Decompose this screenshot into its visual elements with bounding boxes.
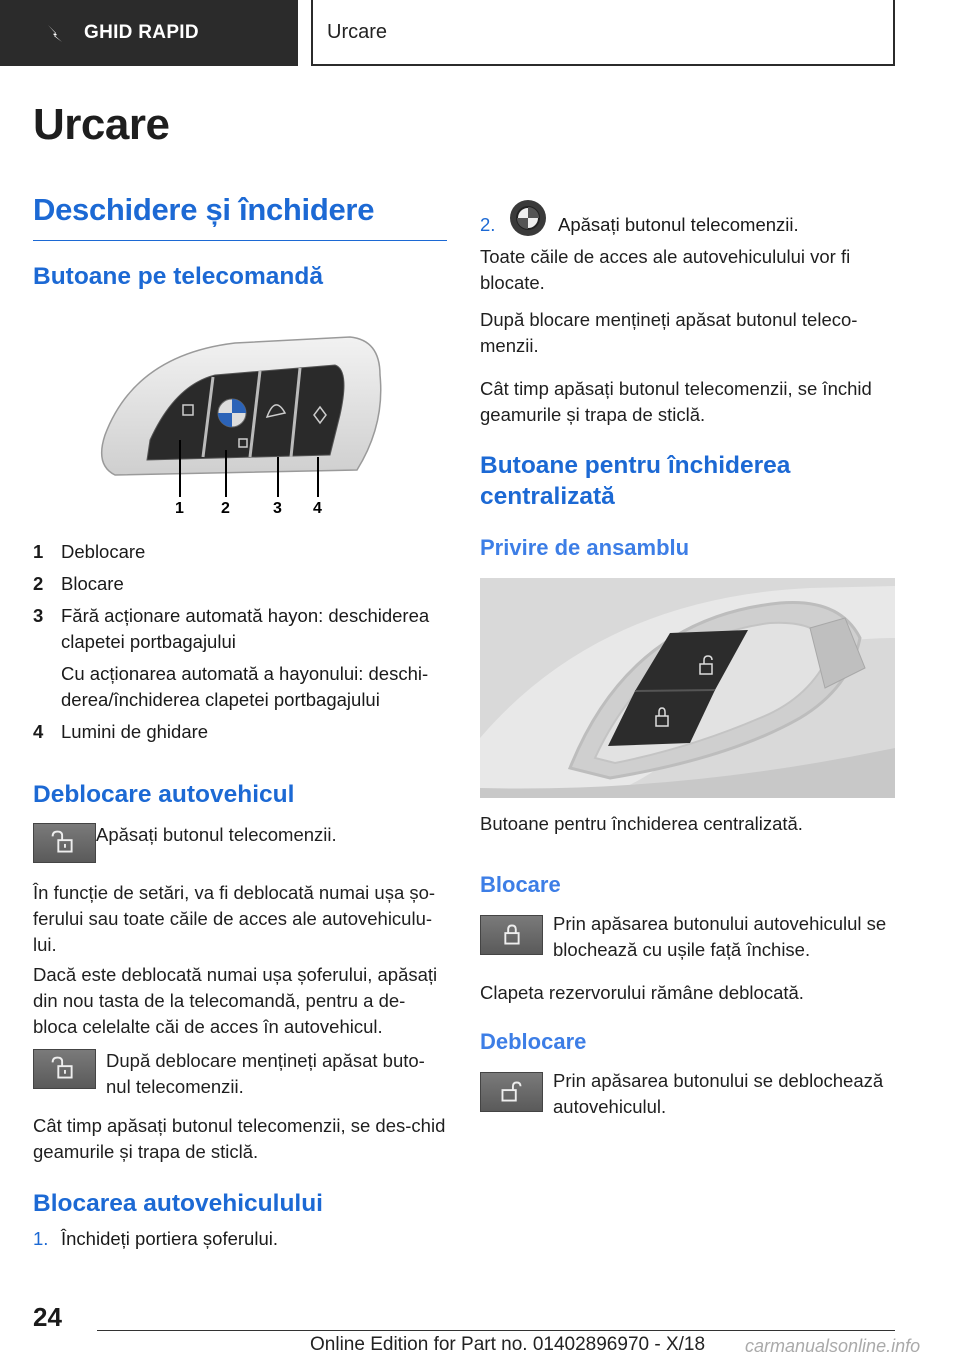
lock-paragraph: Cât timp apăsați butonul telecomenzii, se închid geamurile și trapa de sticlă. — [480, 378, 872, 425]
section-title: Deschidere și închidere — [33, 192, 447, 241]
quick-guide-tab[interactable] — [0, 0, 298, 66]
lock-button-icon — [480, 915, 543, 955]
fuel-flap-note: Clapeta rezervorului rămâne deblocată. — [480, 982, 804, 1003]
figure-label: 3 — [273, 500, 282, 517]
unlock-door-button-icon — [480, 1072, 543, 1112]
lock-step — [33, 1226, 447, 1252]
footer-divider — [97, 1330, 895, 1331]
legend-text-group — [61, 603, 447, 713]
page-number: 24 — [33, 1302, 62, 1332]
remote-brand-button-icon — [508, 198, 548, 238]
figure-label: 1 — [175, 500, 184, 517]
lock-step — [480, 212, 895, 238]
step-text: Închideți portiera șoferului. — [61, 1228, 278, 1249]
legend-item — [33, 571, 447, 597]
legend-number: 1 — [33, 541, 44, 562]
legend-number: 4 — [33, 721, 44, 742]
unlock-hold-instruction: După deblocare mențineți apăsat buto-nul telecomenzii. — [106, 1050, 425, 1097]
figure-label: 2 — [221, 500, 230, 517]
unlock-paragraph: Dacă este deblocată numai ușa șoferului, apăsați din nou tasta de la telecomandă, pentru a de-bloca celelalte căi de acces în autovehicul. — [33, 964, 438, 1037]
door-buttons-photo — [480, 578, 895, 798]
legend-subtext: Cu acționarea automată a hayonului: deschi-derea/închiderea clapetei portbagajului — [61, 663, 429, 710]
remote-buttons-heading: Butoane pe telecomandă — [33, 263, 323, 290]
edition-text: Online Edition for Part no. 01402896970 - X/18 — [310, 1334, 706, 1355]
legend-text: Blocare — [61, 573, 124, 594]
quick-guide-label: GHID RAPID — [84, 22, 199, 43]
quick-guide-icon — [44, 22, 66, 44]
legend-text: Deblocare — [61, 541, 146, 562]
legend-text: Fără acționare automată hayon: deschiderea clapetei portbagajului — [61, 605, 430, 652]
section-tab[interactable] — [311, 0, 895, 66]
overview-caption: Butoane pentru închiderea centralizată. — [480, 813, 803, 834]
lock-description: Prin apăsarea butonului autovehiculul se blochează cu ușile față închise. — [553, 913, 887, 960]
legend-item — [33, 603, 447, 713]
legend-number: 3 — [33, 605, 44, 626]
lock-subheading: Blocare — [480, 872, 561, 897]
step-number: 1. — [33, 1228, 49, 1249]
central-locking-heading: Butoane pentru închiderea centralizată — [480, 452, 791, 510]
legend-item — [33, 719, 447, 745]
step-number: 2. — [480, 214, 496, 235]
unlock-button-icon — [33, 1049, 96, 1089]
section-tab-label: Urcare — [327, 20, 388, 43]
step-text: Apăsați butonul telecomenzii. — [558, 214, 799, 235]
unlock-paragraph: Cât timp apăsați butonul telecomenzii, se des-chid geamurile și trapa de sticlă. — [33, 1115, 446, 1162]
lock-paragraph: După blocare mențineți apăsat butonul teleco-menzii. — [480, 309, 858, 356]
figure-label: 4 — [313, 500, 322, 517]
legend-number: 2 — [33, 573, 44, 594]
unlock-heading: Deblocare autovehicul — [33, 781, 295, 808]
page-title: Urcare — [33, 100, 170, 149]
button-legend — [33, 539, 447, 751]
unlock-paragraph: În funcție de setări, va fi deblocată numai ușa șo-ferului sau toate căile de acces ale autovehiculu-lui. — [33, 882, 436, 955]
overview-heading: Privire de ansamblu — [480, 535, 690, 560]
remote-key-illustration — [95, 335, 395, 520]
legend-text: Lumini de ghidare — [61, 721, 209, 742]
unlock-subheading: Deblocare — [480, 1029, 587, 1054]
unlock-description: Prin apăsarea butonului se deblochează autovehiculul. — [553, 1070, 884, 1117]
unlock-step: Apăsați butonul telecomenzii. — [96, 824, 337, 845]
lock-heading: Blocarea autovehiculului — [33, 1190, 323, 1217]
legend-item — [33, 539, 447, 565]
lock-paragraph: Toate căile de acces ale autovehiculului vor fi blocate. — [480, 246, 851, 293]
unlock-button-icon — [33, 823, 96, 863]
watermark: carmanualsonline.info — [745, 1336, 921, 1356]
